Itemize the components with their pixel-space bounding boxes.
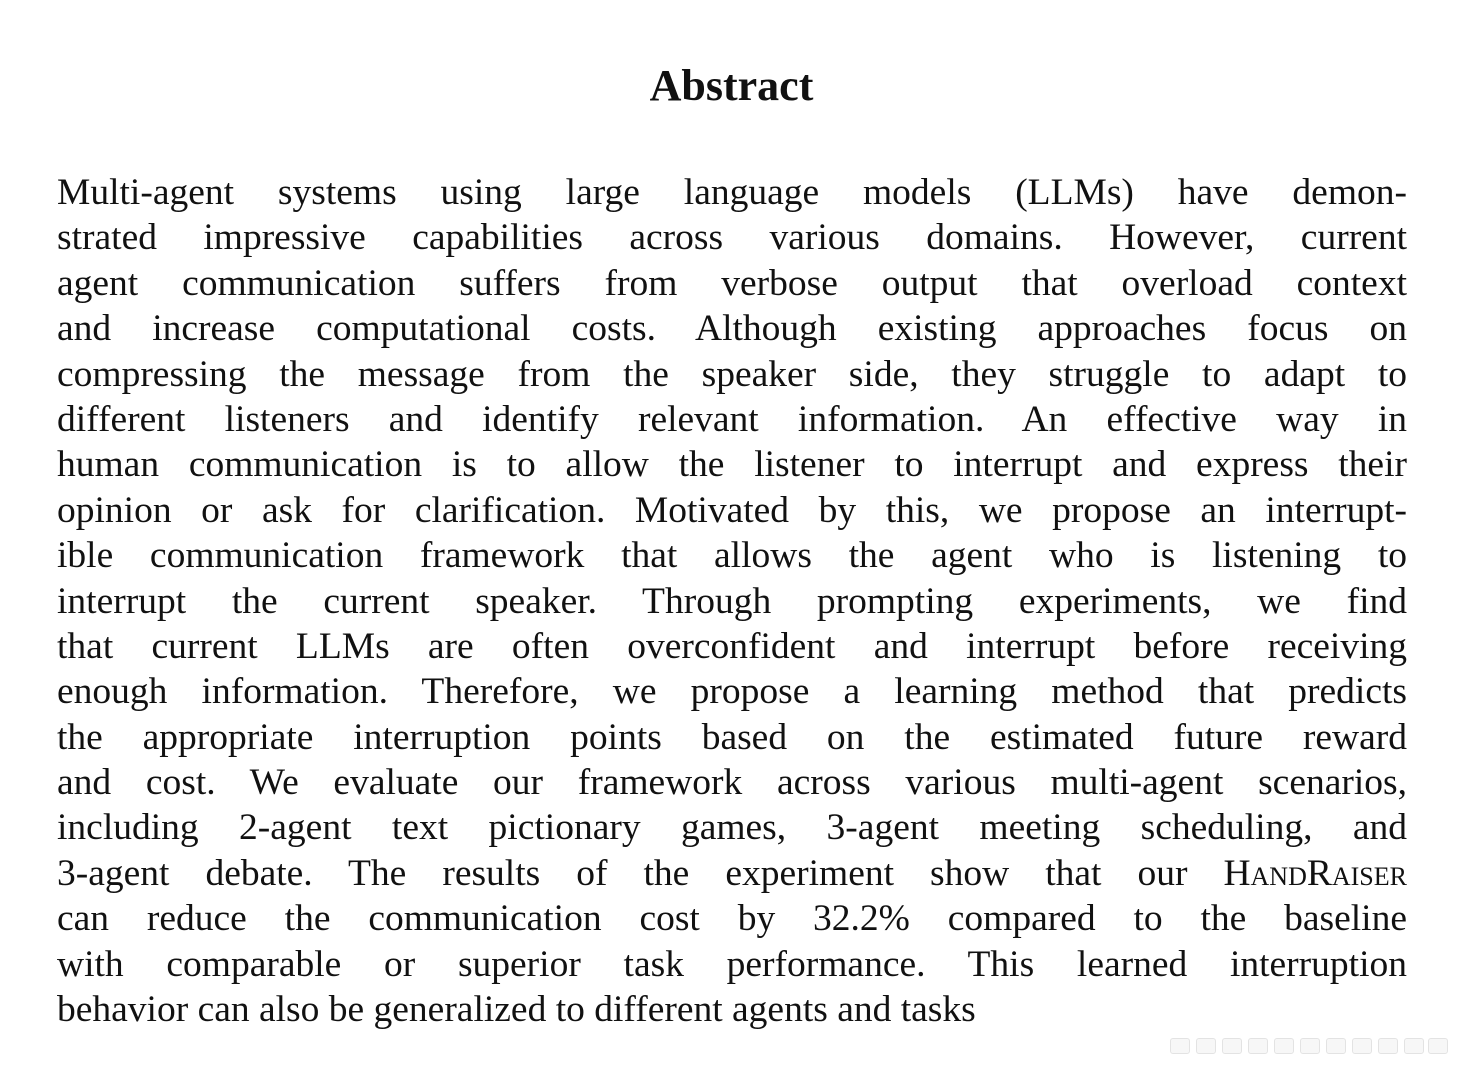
abstract-line-14: and cost. We evaluate our framework across various multi-agent scenarios, [57, 762, 1407, 804]
abstract-line-4: and increase computational costs. Although existing approaches focus on [57, 308, 1407, 350]
abstract-line-9: ible communication framework that allows the agent who is listening to [57, 535, 1407, 577]
abstract-line-17: can reduce the communication cost by 32.2% compared to the baseline [57, 898, 1407, 940]
abstract-line-16-text: 3-agent debate. The results of the experiment show that our [57, 852, 1224, 894]
abstract-line-10: interrupt the current speaker. Through prompting experiments, we find [57, 580, 1407, 622]
abstract-line-8: opinion or ask for clarification. Motivated by this, we propose an interrupt- [57, 489, 1407, 531]
abstract-line-15: including 2-agent text pictionary games, 3-agent meeting scheduling, and [57, 807, 1407, 849]
abstract-line-12: enough information. Therefore, we propose a learning method that predicts [57, 671, 1407, 713]
abstract-line-19: behavior can also be generalized to different agents and tasks [57, 989, 976, 1031]
abstract-line-18: with comparable or superior task performance. This learned interruption [57, 943, 1407, 985]
method-name: HandRaiser [1223, 852, 1407, 894]
abstract-line-7: human communication is to allow the listener to interrupt and express their [57, 444, 1407, 486]
abstract-line-16 [57, 851, 1407, 896]
abstract-body [57, 170, 1407, 1032]
abstract-line-3: agent communication suffers from verbose output that overload context [57, 262, 1407, 304]
abstract-line-1: Multi-agent systems using large language models (LLMs) have demon- [57, 172, 1407, 213]
faint-scrollbar-artifact [1170, 1034, 1450, 1056]
abstract-line-5: compressing the message from the speaker side, they struggle to adapt to [57, 353, 1407, 395]
abstract-line-2: strated impressive capabilities across various domains. However, current [57, 217, 1407, 259]
abstract-line-6: different listeners and identify relevant information. An effective way in [57, 398, 1407, 440]
abstract-heading: Abstract [649, 61, 814, 110]
abstract-line-11: that current LLMs are often overconfident and interrupt before receiving [57, 625, 1407, 667]
abstract-line-13: the appropriate interruption points based on the estimated future reward [57, 716, 1407, 758]
